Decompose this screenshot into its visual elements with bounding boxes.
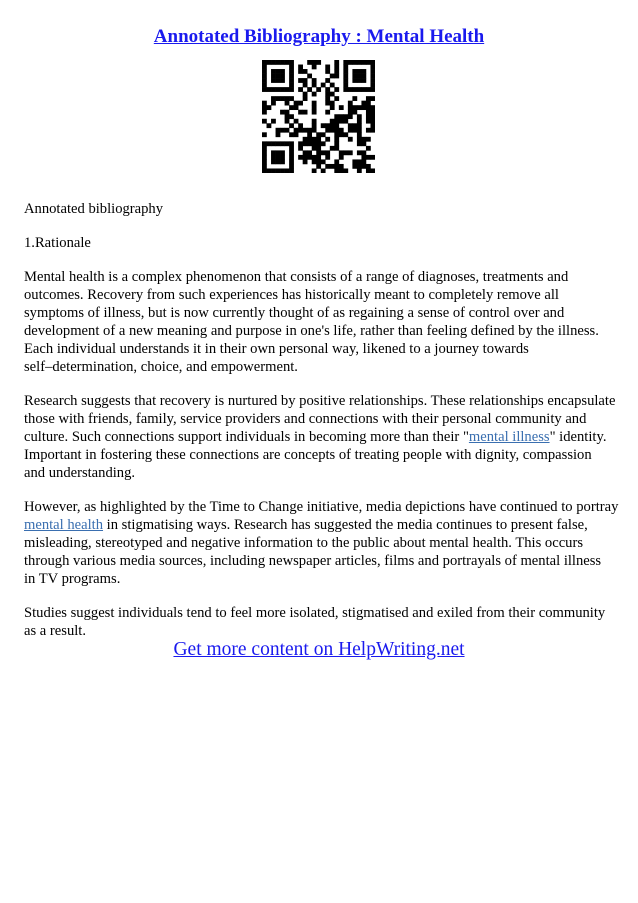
mental-illness-link[interactable]: mental illness	[468, 429, 550, 445]
heading-text: Annotated bibliography	[24, 201, 164, 217]
qr-code-icon	[262, 60, 375, 173]
paragraph-line: as a result.	[24, 623, 87, 639]
document-body	[24, 200, 624, 656]
text-fragment: in stigmatising ways. Research has suggested the media continues to present false,	[103, 517, 588, 533]
paragraph-line: Each individual understands it in their own personal way, likened to a journey towards	[24, 341, 529, 357]
paragraph-studies	[24, 604, 624, 640]
text-fragment: culture. Such connections support individuals in becoming more than their "	[24, 429, 469, 445]
paragraph-line: However, as highlighted by the Time to Change initiative, media depictions have continued to portray	[24, 499, 619, 515]
paragraph-media	[24, 498, 624, 588]
paragraph-line: misleading, stereotyped and negative information to the public about mental health. This occurs	[24, 535, 584, 551]
text-fragment: " identity.	[549, 429, 607, 445]
paragraph-line: in TV programs.	[24, 571, 121, 587]
paragraph-line: Studies suggest individuals tend to feel more isolated, stigmatised and exiled from their community	[24, 605, 606, 621]
paragraph-line: symptoms of illness, but is now currently thought of as regaining a sense of control over and	[24, 305, 565, 321]
paragraph-line: through various media sources, including newspaper articles, films and portrayals of mental illness	[24, 553, 602, 569]
paragraph-line: self–determination, choice, and empowerment.	[24, 359, 298, 375]
paragraph-line: development of a new meaning and purpose in one's life, rather than feeling defined by the illness.	[24, 323, 599, 339]
paragraph-recovery	[24, 392, 624, 482]
paragraph-line	[24, 428, 624, 446]
helpwriting-link[interactable]: Get more content on HelpWriting.net	[173, 639, 465, 660]
paragraph-line: Important in fostering these connections are concepts of treating people with dignity, compassion	[24, 447, 592, 463]
paragraph-rationale	[24, 268, 624, 376]
paragraph-line: and understanding.	[24, 465, 136, 481]
title-link[interactable]: Annotated Bibliography : Mental Health	[153, 26, 485, 47]
paragraph-line: outcomes. Recovery from such experiences has historically meant to completely remove all	[24, 287, 559, 303]
paragraph-line: Mental health is a complex phenomenon that consists of a range of diagnoses, treatments and	[24, 269, 569, 285]
paragraph-line	[24, 516, 624, 534]
document-title	[0, 26, 638, 48]
paragraph-line: Research suggests that recovery is nurtured by positive relationships. These relationships encapsulate	[24, 393, 616, 409]
mental-health-link[interactable]: mental health	[24, 517, 104, 533]
section-label: 1.Rationale	[24, 235, 91, 251]
footer	[0, 638, 638, 662]
paragraph-line: those with friends, family, service providers and connections with their personal community and	[24, 411, 587, 427]
